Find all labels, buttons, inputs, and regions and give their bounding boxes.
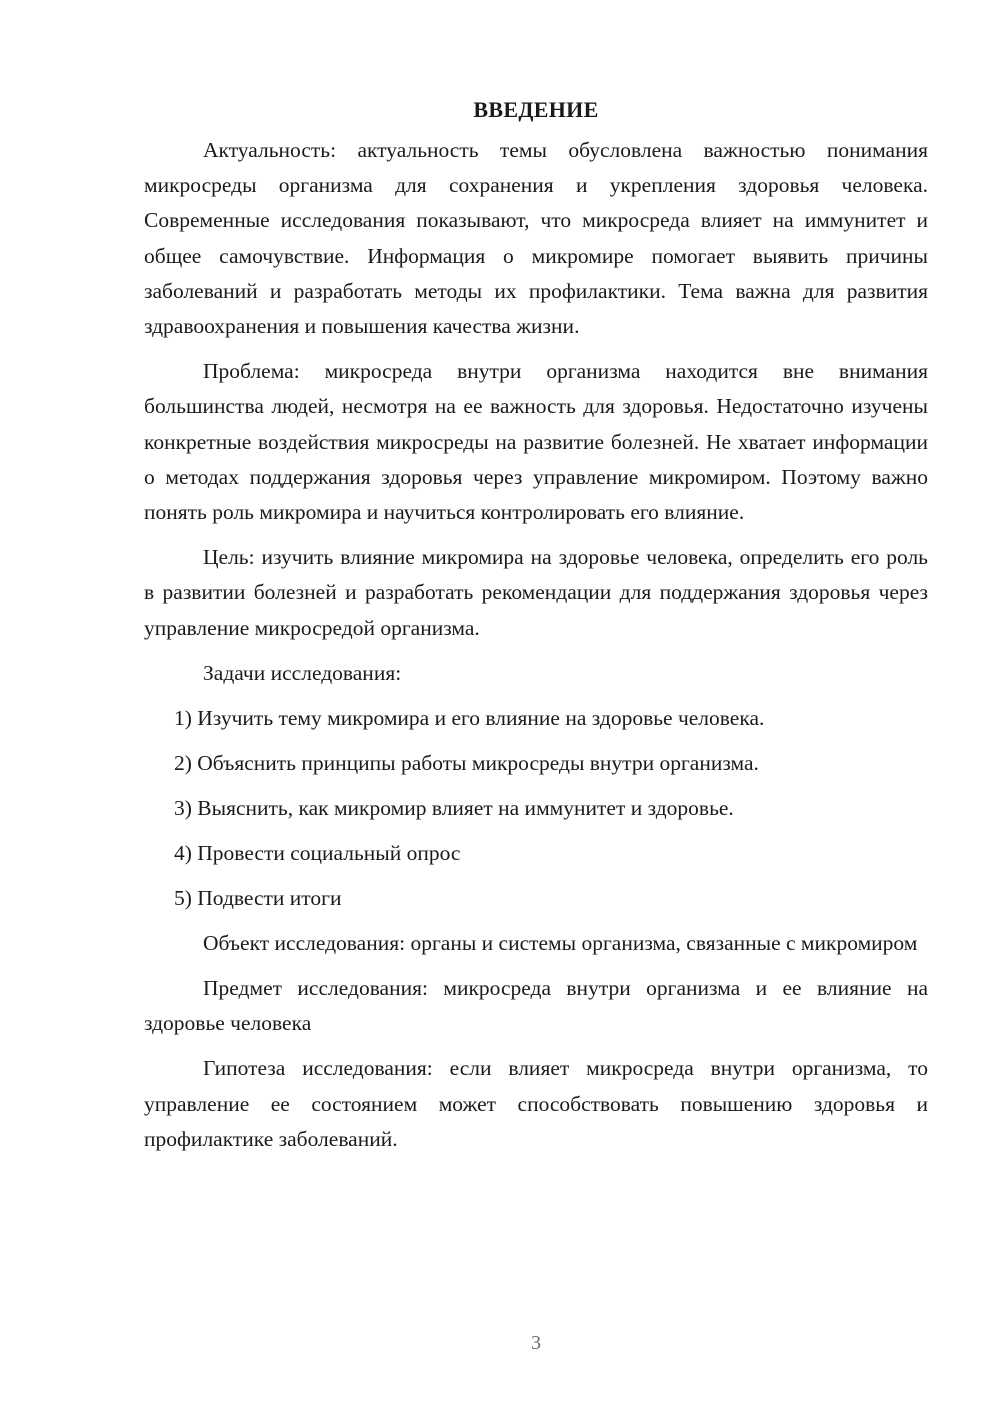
- task-item-2: 2) Объяснить принципы работы микросреды внутри организма.: [174, 750, 759, 775]
- page-title: ВВЕДЕНИЕ: [473, 97, 599, 122]
- subject-paragraph: Предмет исследования: микросреда внутри организма и ее влияние на здоровье человека: [144, 976, 928, 1036]
- task-item-4: 4) Провести социальный опрос: [174, 840, 461, 865]
- object-paragraph: Объект исследования: органы и системы организма, связанные с микромиром: [203, 930, 918, 955]
- task-item-5: 5) Подвести итоги: [174, 885, 342, 910]
- document-page: [144, 92, 928, 1167]
- tasks-heading: Задачи исследования:: [203, 660, 402, 685]
- goal-paragraph: Цель: изучить влияние микромира на здоровье человека, определить его роль в развитии болезней и разработать рекомендации для поддержания здоровья через управление микросредой организма.: [144, 545, 928, 640]
- relevance-paragraph: Актуальность: актуальность темы обусловлена важностью понимания микросреды организма для сохранения и укрепления здоровья человека. Современные исследования показывают, что микросреда влияет на иммунитет и общее самочувствие. Информация о микромире помогает выявить причины заболеваний и разработать методы их профилактики. Тема важна для развития здравоохранения и повышения качества жизни.: [144, 138, 928, 339]
- task-item-3: 3) Выяснить, как микромир влияет на иммунитет и здоровье.: [174, 795, 734, 820]
- hypothesis-paragraph: Гипотеза исследования: если влияет микросреда внутри организма, то управление ее состоянием может способствовать повышению здоровья и профилактике заболеваний.: [144, 1056, 928, 1151]
- page-number: 3: [531, 1332, 541, 1354]
- task-item-1: 1) Изучить тему микромира и его влияние на здоровье человека.: [174, 705, 765, 730]
- tasks-list: [144, 701, 928, 916]
- problem-paragraph: Проблема: микросреда внутри организма находится вне внимания большинства людей, несмотря на ее важность для здоровья. Недостаточно изучены конкретные воздействия микросреды на развитие болезней. Не хватает информации о методах поддержания здоровья через управление микромиром. Поэтому важно понять роль микромира и научиться контролировать его влияние.: [144, 359, 928, 525]
